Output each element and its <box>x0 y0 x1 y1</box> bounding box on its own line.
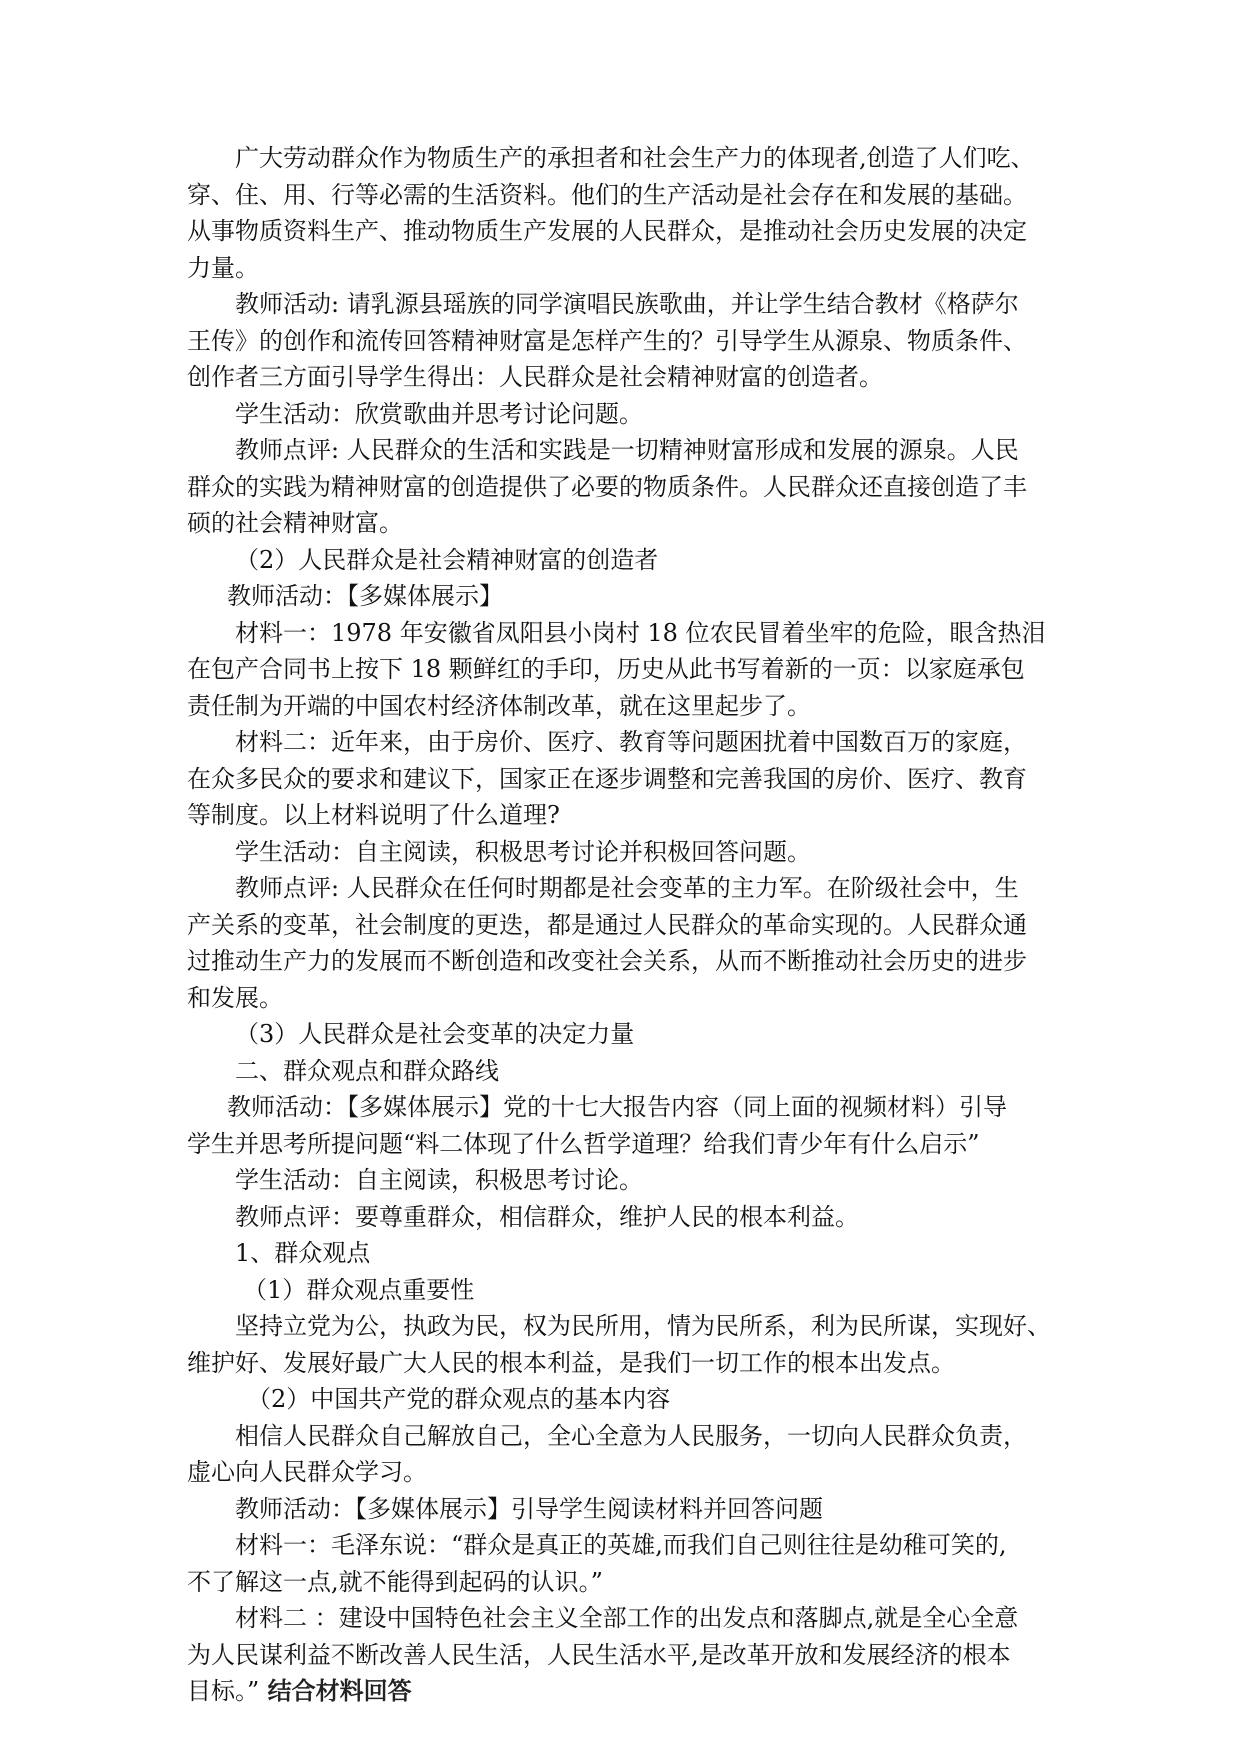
line-text: 力量。 <box>187 253 259 282</box>
text-line <box>187 615 1055 652</box>
text-line <box>187 432 1055 469</box>
text-line <box>187 542 1055 579</box>
line-text: 学生活动：欣赏歌曲并思考讨论问题。 <box>235 399 643 428</box>
line-text: 在包产合同书上按下 18 颗鲜红的手印，历史从此书写着新的一页：以家庭承包 <box>187 655 1025 683</box>
text-line <box>187 286 1055 323</box>
line-text: 相信人民群众自己解放自己，全心全意为人民服务，一切向人民群众负责， <box>235 1421 1027 1450</box>
text-line <box>187 1053 1055 1090</box>
line-text: 维护好、发展好最广大人民的根本利益，是我们一切工作的根本出发点。 <box>187 1348 955 1377</box>
line-text: （1）群众观点重要性 <box>243 1275 475 1304</box>
text-line <box>187 1418 1055 1455</box>
text-line <box>187 1272 1055 1309</box>
text-line <box>187 359 1055 396</box>
line-text: （2）中国共产党的群众观点的基本内容 <box>247 1385 671 1413</box>
text-line <box>187 1673 1055 1710</box>
line-text: 学生活动：自主阅读，积极思考讨论。 <box>235 1166 643 1194</box>
line-text: 产关系的变革，社会制度的更迭，都是通过人民群众的革命实现的。人民群众通 <box>187 910 1027 939</box>
line-text: 在众多民众的要求和建议下，国家正在逐步调整和完善我国的房价、医疗、教育 <box>187 764 1027 793</box>
text-line <box>187 1089 1055 1126</box>
line-text: 材料二：近年来，由于房价、医疗、教育等问题困扰着中国数百万的家庭， <box>235 728 1027 756</box>
text-line <box>187 1126 1055 1163</box>
line-text: 教师活动: 请乳源县瑶族的同学演唱民族歌曲，并让学生结合教材《格萨尔 <box>235 290 1019 318</box>
line-text: 二、群众观点和群众路线 <box>235 1056 499 1085</box>
line-text: 群众的实践为精神财富的创造提供了必要的物质条件。人民群众还直接创造了丰 <box>187 472 1027 501</box>
line-text: 责任制为开端的中国农村经济体制改革，就在这里起步了。 <box>187 691 811 720</box>
text-line <box>187 1527 1055 1564</box>
text-line <box>187 834 1055 871</box>
line-text: 学生活动：自主阅读，积极思考讨论并积极回答问题。 <box>235 837 811 866</box>
line-text: 广大劳动群众作为物质生产的承担者和社会生产力的体现者,创造了人们吃、 <box>235 144 1035 172</box>
text-line <box>187 250 1055 287</box>
line-text: 等制度。以上材料说明了什么道理? <box>187 801 560 829</box>
text-line <box>187 213 1055 250</box>
text-line <box>187 578 1055 615</box>
text-line <box>187 1564 1055 1601</box>
line-text: 教师活动：【多媒体展示】党的十七大报告内容（同上面的视频材料）引导 <box>227 1093 1007 1121</box>
line-text: （2）人民群众是社会精神财富的创造者 <box>235 545 659 574</box>
text-line <box>187 980 1055 1017</box>
line-text: 创作者三方面引导学生得出：人民群众是社会精神财富的创造者。 <box>187 363 883 391</box>
line-text: 目标。” <box>187 1677 260 1705</box>
line-text: 为人民谋利益不断改善人民生活，人民生活水平,是改革开放和发展经济的根本 <box>187 1640 1011 1669</box>
text-line <box>187 1308 1055 1345</box>
text-line <box>187 1454 1055 1491</box>
document-page <box>187 140 1055 1710</box>
line-text: 材料一：毛泽东说：“群众是真正的英雄,而我们自己则往往是幼稚可笑的, <box>235 1531 1007 1559</box>
text-line <box>187 140 1055 177</box>
line-text: 不了解这一点,就不能得到起码的认识。” <box>187 1567 603 1596</box>
text-line <box>187 1600 1055 1637</box>
line-text: 坚持立党为公，执政为民，权为民所用，情为民所系，利为民所谋，实现好、 <box>235 1312 1051 1340</box>
text-line <box>187 1637 1055 1674</box>
line-text: 从事物质资料生产、推动物质生产发展的人民群众，是推动社会历史发展的决定 <box>187 217 1027 245</box>
bold-prompt: 结合材料回答 <box>259 1677 412 1705</box>
text-line <box>187 943 1055 980</box>
text-line <box>187 396 1055 433</box>
line-text: 学生并思考所提问题“料二体现了什么哲学道理？给我们青少年有什么启示” <box>187 1129 980 1158</box>
text-line <box>187 505 1055 542</box>
line-text: 穿、住、用、行等必需的生活资料。他们的生产活动是社会存在和发展的基础。 <box>187 180 1027 209</box>
line-text: 材料一：1978 年安徽省凤阳县小岗村 18 位农民冒着坐牢的危险，眼含热泪 <box>235 618 1046 647</box>
text-line <box>187 651 1055 688</box>
text-line <box>187 724 1055 761</box>
line-text: （3）人民群众是社会变革的决定力量 <box>235 1020 635 1048</box>
line-text: 教师活动：【多媒体展示】引导学生阅读材料并回答问题 <box>235 1494 823 1523</box>
line-text: 1、群众观点 <box>235 1239 371 1267</box>
text-line <box>187 688 1055 725</box>
text-line <box>187 1345 1055 1382</box>
text-line <box>187 797 1055 834</box>
line-text: 教师活动：【多媒体展示】 <box>227 582 503 610</box>
text-line <box>187 1016 1055 1053</box>
line-text: 虚心向人民群众学习。 <box>187 1458 427 1486</box>
line-text: 硕的社会精神财富。 <box>187 509 403 537</box>
line-text: 王传》的创作和流传回答精神财富是怎样产生的？引导学生从源泉、物质条件、 <box>187 326 1027 355</box>
text-line <box>187 177 1055 214</box>
text-line <box>187 469 1055 506</box>
line-text: 材料二 ：建设中国特色社会主义全部工作的出发点和落脚点,就是全心全意 <box>235 1604 1019 1632</box>
line-text: 和发展。 <box>187 983 283 1012</box>
line-text: 教师点评：要尊重群众，相信群众，维护人民的根本利益。 <box>235 1202 859 1231</box>
text-line <box>187 761 1055 798</box>
text-line <box>187 1199 1055 1236</box>
line-text: 过推动生产力的发展而不断创造和改变社会关系，从而不断推动社会历史的进步 <box>187 947 1027 975</box>
text-line <box>187 1491 1055 1528</box>
text-line <box>187 1381 1055 1418</box>
text-line <box>187 907 1055 944</box>
text-line <box>187 323 1055 360</box>
line-text: 教师点评: 人民群众在任何时期都是社会变革的主力军。在阶级社会中，生 <box>235 874 1019 902</box>
text-line <box>187 1235 1055 1272</box>
text-line <box>187 1162 1055 1199</box>
line-text: 教师点评: 人民群众的生活和实践是一切精神财富形成和发展的源泉。人民 <box>235 436 1019 464</box>
text-line <box>187 870 1055 907</box>
